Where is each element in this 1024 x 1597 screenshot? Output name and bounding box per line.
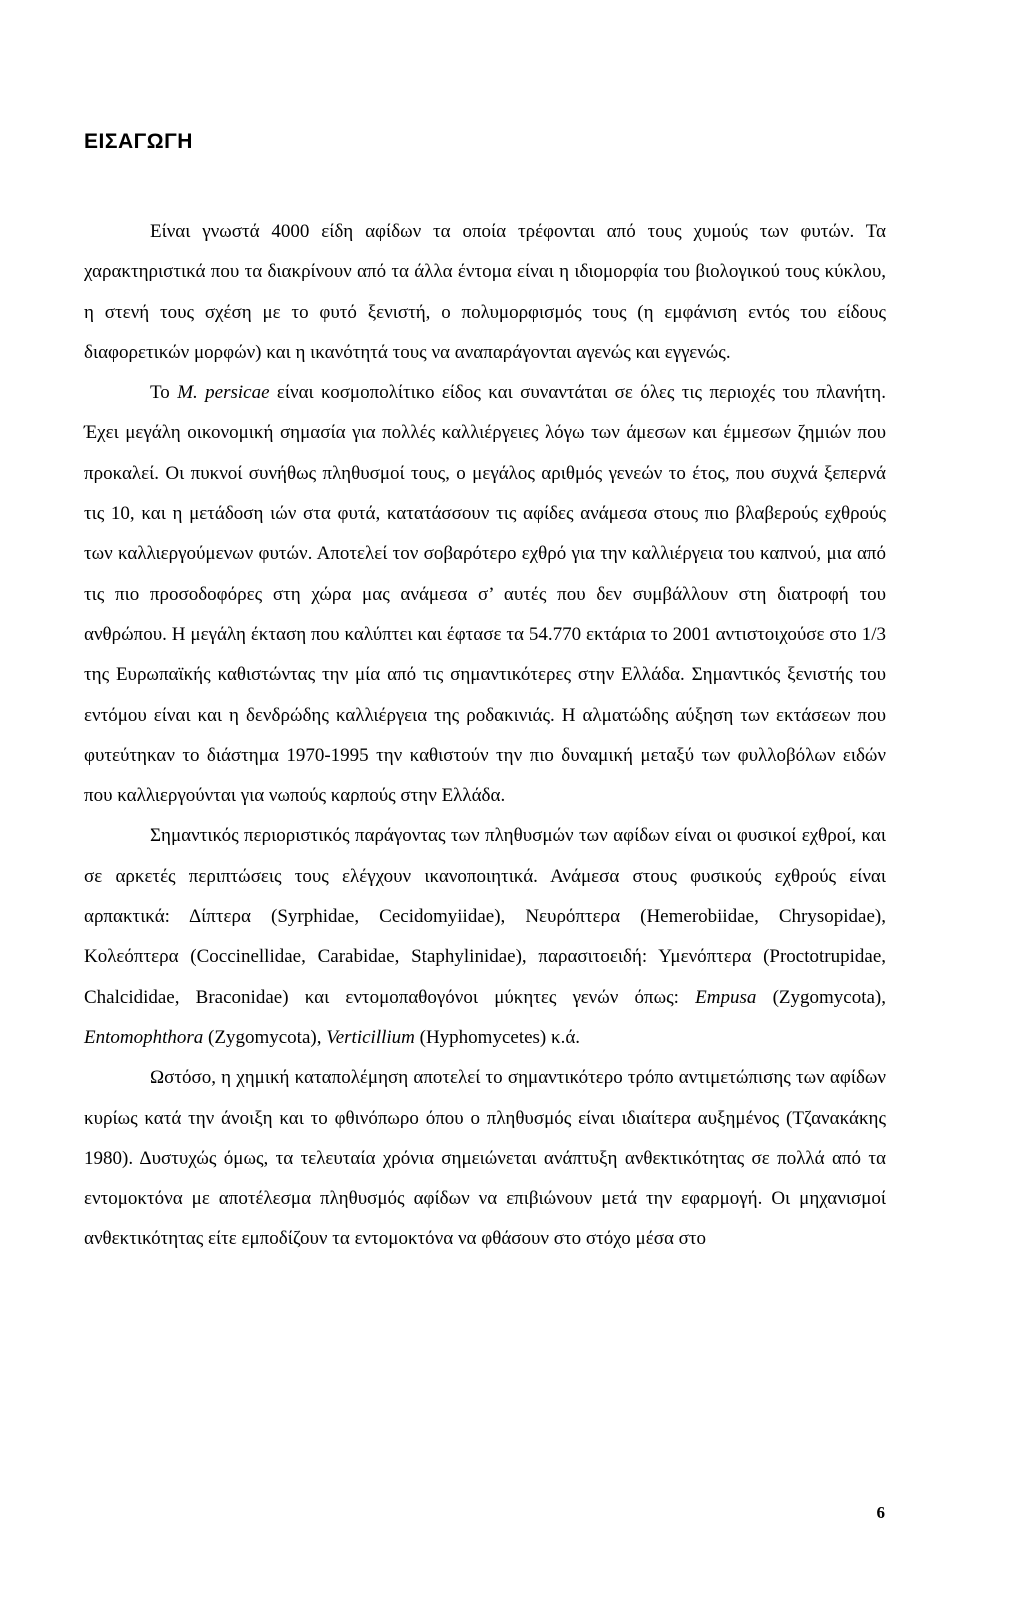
text-segment: (Zygomycota), <box>203 1026 327 1048</box>
text-segment: είναι κοσμοπολίτικο είδος και συναντάται σε όλες τις περιοχές του πλανήτη. Έχει μεγάλη οικονομική σημασία για πολλές καλλιέργειες λόγω των άμεσων και έμμεσων ζημιών που προκαλεί. Οι πυκνοί συνήθως πληθυσμοί τους, ο μεγάλος αριθμός γενεών το έτος, που συχνά ξεπερνά τις 10, και η μετάδοση ιών στα φυτά, κατατάσσουν τις αφίδες ανάμεσα στους πιο βλαβερούς εχθρούς των καλλιεργούμενων φυτών. Αποτελεί τον σοβαρότερο εχθρό για την καλλιέργεια του καπνού, μια από τις πιο προσοδοφόρες στη χώρα μας ανάμεσα σ’ αυτές που δεν συμβάλλουν στη διατροφή του ανθρώπου. Η μεγάλη έκταση που καλύπτει και έφτασε τα 54.770 εκτάρια το 2001 αντιστοιχούσε στο 1/3 της Ευρωπαϊκής καθιστώντας την μία από τις σημαντικότερες στην Ελλάδα. Σημαντικός ξενιστής του εντόμου είναι και η δενδρώδης καλλιέργεια της ροδακινιάς. Η αλματώδης αύξηση των εκτάσεων που φυτεύτηκαν το διάστημα 1970-1995 την καθιστούν την πιο δυναμική μεταξύ των φυλλοβόλων ειδών που καλλιεργούνται για νωπούς καρπούς στην Ελλάδα. <box>84 382 886 807</box>
paragraph <box>84 1058 886 1259</box>
text-segment: (Hyphomycetes) κ.ά. <box>414 1026 581 1048</box>
italic-term: M. persicae <box>177 382 270 404</box>
text-segment: Ωστόσο, η χημική καταπολέμηση αποτελεί το σημαντικότερο τρόπο αντιμετώπισης των αφίδων κυρίως κατά την άνοιξη και το φθινόπωρο όπου ο πληθυσμός είναι ιδιαίτερα αυξημένος (Τζανακάκης 1980). Δυστυχώς όμως, τα τελευταία χρόνια σημειώνεται ανάπτυξη ανθεκτικότητας σε πολλά από τα εντομοκτόνα με αποτέλεσμα πληθυσμός αφίδων να επιβιώνουν μετά την εφαρμογή. Οι μηχανισμοί ανθεκτικότητας είτε εμποδίζουν τα εντομοκτόνα να φθάσουν στο στόχο μέσα στο <box>84 1067 886 1250</box>
italic-term: Entomophthora <box>84 1026 204 1048</box>
italic-term: Empusa <box>695 986 757 1008</box>
text-segment: Σημαντικός περιοριστικός παράγοντας των πληθυσμών των αφίδων είναι οι φυσικοί εχθροί, και σε αρκετές περιπτώσεις τους ελέγχουν ικανοποιητικά. Ανάμεσα στους φυσικούς εχθρούς είναι αρπακτικά: Δίπτερα (Syrphidae, Cecidomyiidae), Νευρόπτερα (Hemerobiidae, Chrysopidae), Κολεόπτερα (Coccinellidae, Carabidae, Staphylinidae), παρασιτοειδή: Υμενόπτερα (Proctotrupidae, Chalcididae, Braconidae) και εντομοπαθογόνοι μύκητες γενών όπως: <box>84 825 886 1008</box>
paragraph <box>84 816 886 1058</box>
page-heading: ΕΙΣΑΓΩΓΗ <box>84 130 193 153</box>
text-segment: Το <box>150 382 178 404</box>
paragraph <box>84 212 886 373</box>
paragraph <box>84 373 886 816</box>
page-number: 6 <box>876 1503 885 1522</box>
text-segment: (Zygomycota), <box>756 986 886 1008</box>
italic-term: Verticillium <box>326 1026 415 1048</box>
text-segment: Είναι γνωστά 4000 είδη αφίδων τα οποία τρέφονται από τους χυμούς των φυτών. Τα χαρακτηριστικά που τα διακρίνουν από τα άλλα έντομα είναι η ιδιομορφία του βιολογικού τους κύκλου, η στενή τους σχέση με το φυτό ξενιστή, ο πολυμορφισμός τους (η εμφάνιση εντός του είδους διαφορετικών μορφών) και η ικανότητά τους να αναπαράγονται αγενώς και εγγενώς. <box>84 221 886 363</box>
body-text <box>84 212 886 1260</box>
